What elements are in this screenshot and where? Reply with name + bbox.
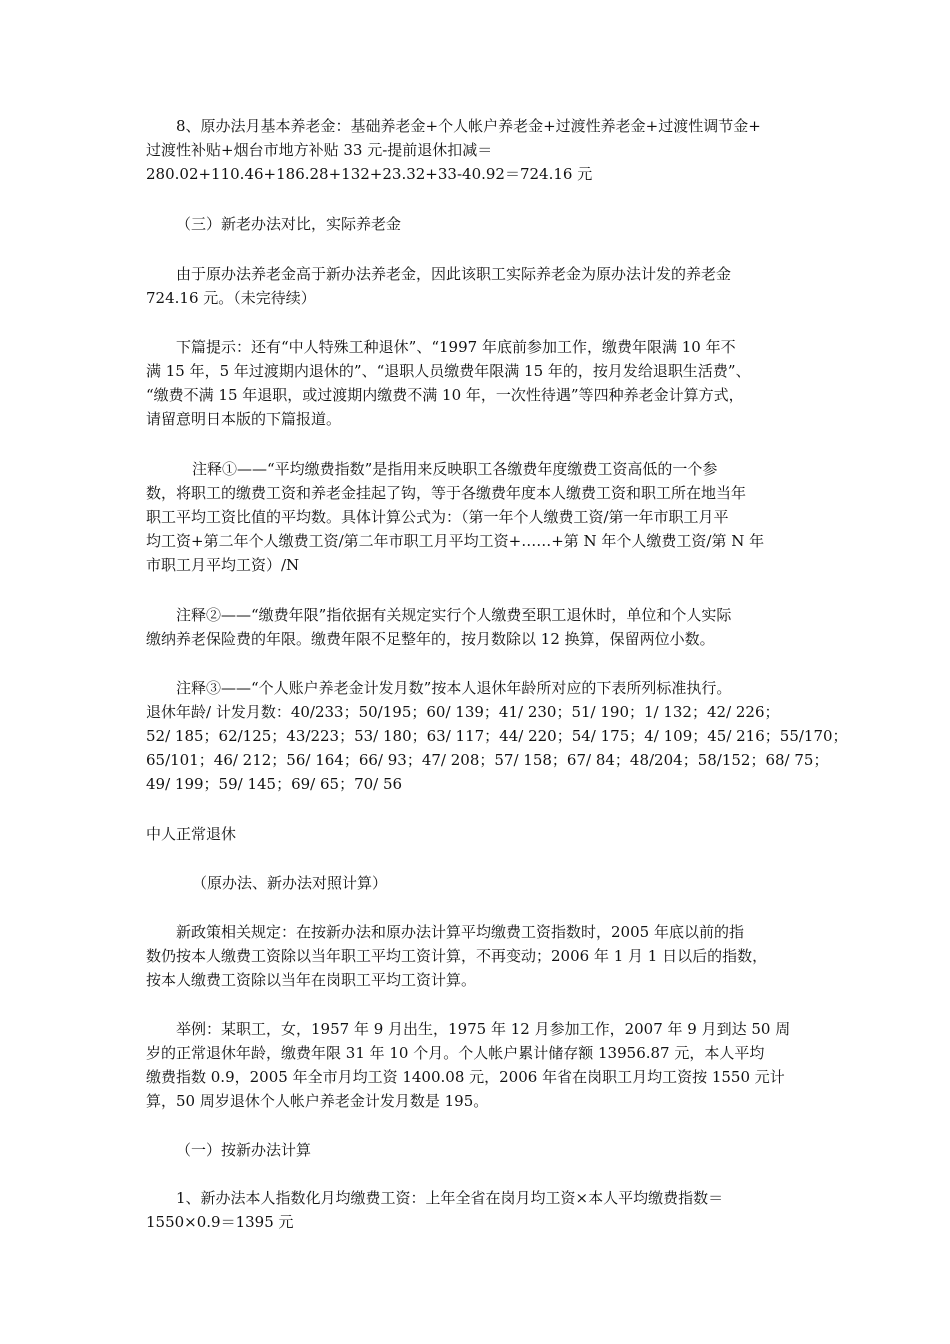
text-line: 49/ 199；59/ 145；69/ 65；70/ 56	[146, 775, 403, 793]
text-line: 均工资+第二年个人缴费工资/第二年市职工月平均工资+……+第 N 年个人缴费工资/第 N 年	[146, 532, 765, 550]
text-line: 注释①——“平均缴费指数”是指用来反映职工各缴费年度缴费工资高低的一个参	[192, 460, 718, 478]
text-line: 缴费指数 0.9，2005 年全市月均工资 1400.08 元，2006 年省在岗职工月均工资按 1550 元计	[146, 1068, 785, 1086]
note-3-payout-months	[146, 676, 848, 796]
text-line: （原办法、新办法对照计算）	[192, 874, 388, 892]
note-1-average-contribution-index	[146, 457, 808, 577]
text-line: 举例：某职工，女，1957 年 9 月出生，1975 年 12 月参加工作，2007 年 9 月到达 50 周	[176, 1020, 791, 1038]
text-line: 8、原办法月基本养老金：基础养老金+个人帐户养老金+过渡性养老金+过渡性调节金+	[176, 117, 761, 135]
text-line: 724.16 元。（未完待续）	[146, 289, 316, 307]
text-line: 按本人缴费工资除以当年在岗职工平均工资计算。	[146, 971, 477, 989]
text-line: “缴费不满 15 年退职，或过渡期内缴费不满 10 年，一次性待遇”等四种养老金计算方式，	[146, 386, 744, 404]
paragraph-example	[146, 1017, 808, 1113]
text-line: 65/101；46/ 212；56/ 164；66/ 93；47/ 208；57/ 158；67/ 84；48/204；58/152；68/ 75；	[146, 751, 829, 769]
text-line: 注释②——“缴费年限”指依据有关规定实行个人缴费至职工退休时，单位和个人实际	[176, 606, 732, 624]
text-line: 岁的正常退休年龄，缴费年限 31 年 10 个月。个人帐户累计储存额 13956.87 元，本人平均	[146, 1044, 765, 1062]
subheading-method-comparison	[146, 871, 808, 895]
text-line: 市职工月平均工资）/N	[146, 556, 300, 574]
paragraph-original-method-formula	[146, 114, 808, 186]
text-line: 280.02+110.46+186.28+132+23.32+33-40.92＝724.16 元	[146, 165, 593, 183]
text-line: 下篇提示：还有“中人特殊工种退休”、“1997 年底前参加工作，缴费年限满 10 年不	[176, 338, 736, 356]
note-2-contribution-years	[146, 603, 808, 651]
text-line: 满 15 年，5 年过渡期内退休的”、“退职人员缴费年限满 15 年的，按月发给退职生活费”、	[146, 362, 751, 380]
text-line: 退休年龄/ 计发月数：40/233；50/195；60/ 139；41/ 230；51/ 190；1/ 132；42/ 226；	[146, 703, 780, 721]
paragraph-new-policy	[146, 920, 808, 992]
text-line: 算，50 周岁退休个人帐户养老金计发月数是 195。	[146, 1092, 489, 1110]
text-line: 缴纳养老保险费的年限。缴费年限不足整年的，按月数除以 12 换算，保留两位小数。	[146, 630, 715, 648]
text-line: 数，将职工的缴费工资和养老金挂起了钩，等于各缴费年度本人缴费工资和职工所在地当年	[146, 484, 747, 502]
text-line: 新政策相关规定：在按新办法和原办法计算平均缴费工资指数时，2005 年底以前的指	[176, 923, 744, 941]
heading-normal-retirement	[146, 822, 808, 846]
text-line: 职工平均工资比值的平均数。具体计算公式为：（第一年个人缴费工资/第一年市职工月平	[146, 508, 729, 526]
paragraph-next-preview	[146, 335, 808, 431]
text-line: 52/ 185；62/125；43/223；53/ 180；63/ 117；44/ 220；54/ 175；4/ 109；45/ 216；55/170；	[146, 727, 848, 745]
text-line: 过渡性补贴+烟台市地方补贴 33 元-提前退休扣减＝	[146, 141, 493, 159]
text-line: （一）按新办法计算	[176, 1141, 312, 1159]
text-line: 由于原办法养老金高于新办法养老金，因此该职工实际养老金为原办法计发的养老金	[176, 265, 732, 283]
section-heading-comparison	[146, 212, 808, 236]
text-line: （三）新老办法对比，实际养老金	[176, 215, 402, 233]
text-line: 中人正常退休	[146, 825, 237, 843]
text-line: 数仍按本人缴费工资除以当年职工平均工资计算，不再变动；2006 年 1 月 1 日以后的指数，	[146, 947, 768, 965]
section-heading-new-method	[146, 1138, 808, 1162]
paragraph-step-1	[146, 1186, 808, 1234]
paragraph-actual-pension	[146, 262, 808, 310]
text-line: 注释③——“个人账户养老金计发月数”按本人退休年龄所对应的下表所列标准执行。	[176, 679, 732, 697]
text-line: 1550×0.9＝1395 元	[146, 1213, 294, 1231]
text-line: 1、新办法本人指数化月均缴费工资：上年全省在岗月均工资×本人平均缴费指数＝	[176, 1189, 724, 1207]
text-line: 请留意明日本版的下篇报道。	[146, 410, 342, 428]
